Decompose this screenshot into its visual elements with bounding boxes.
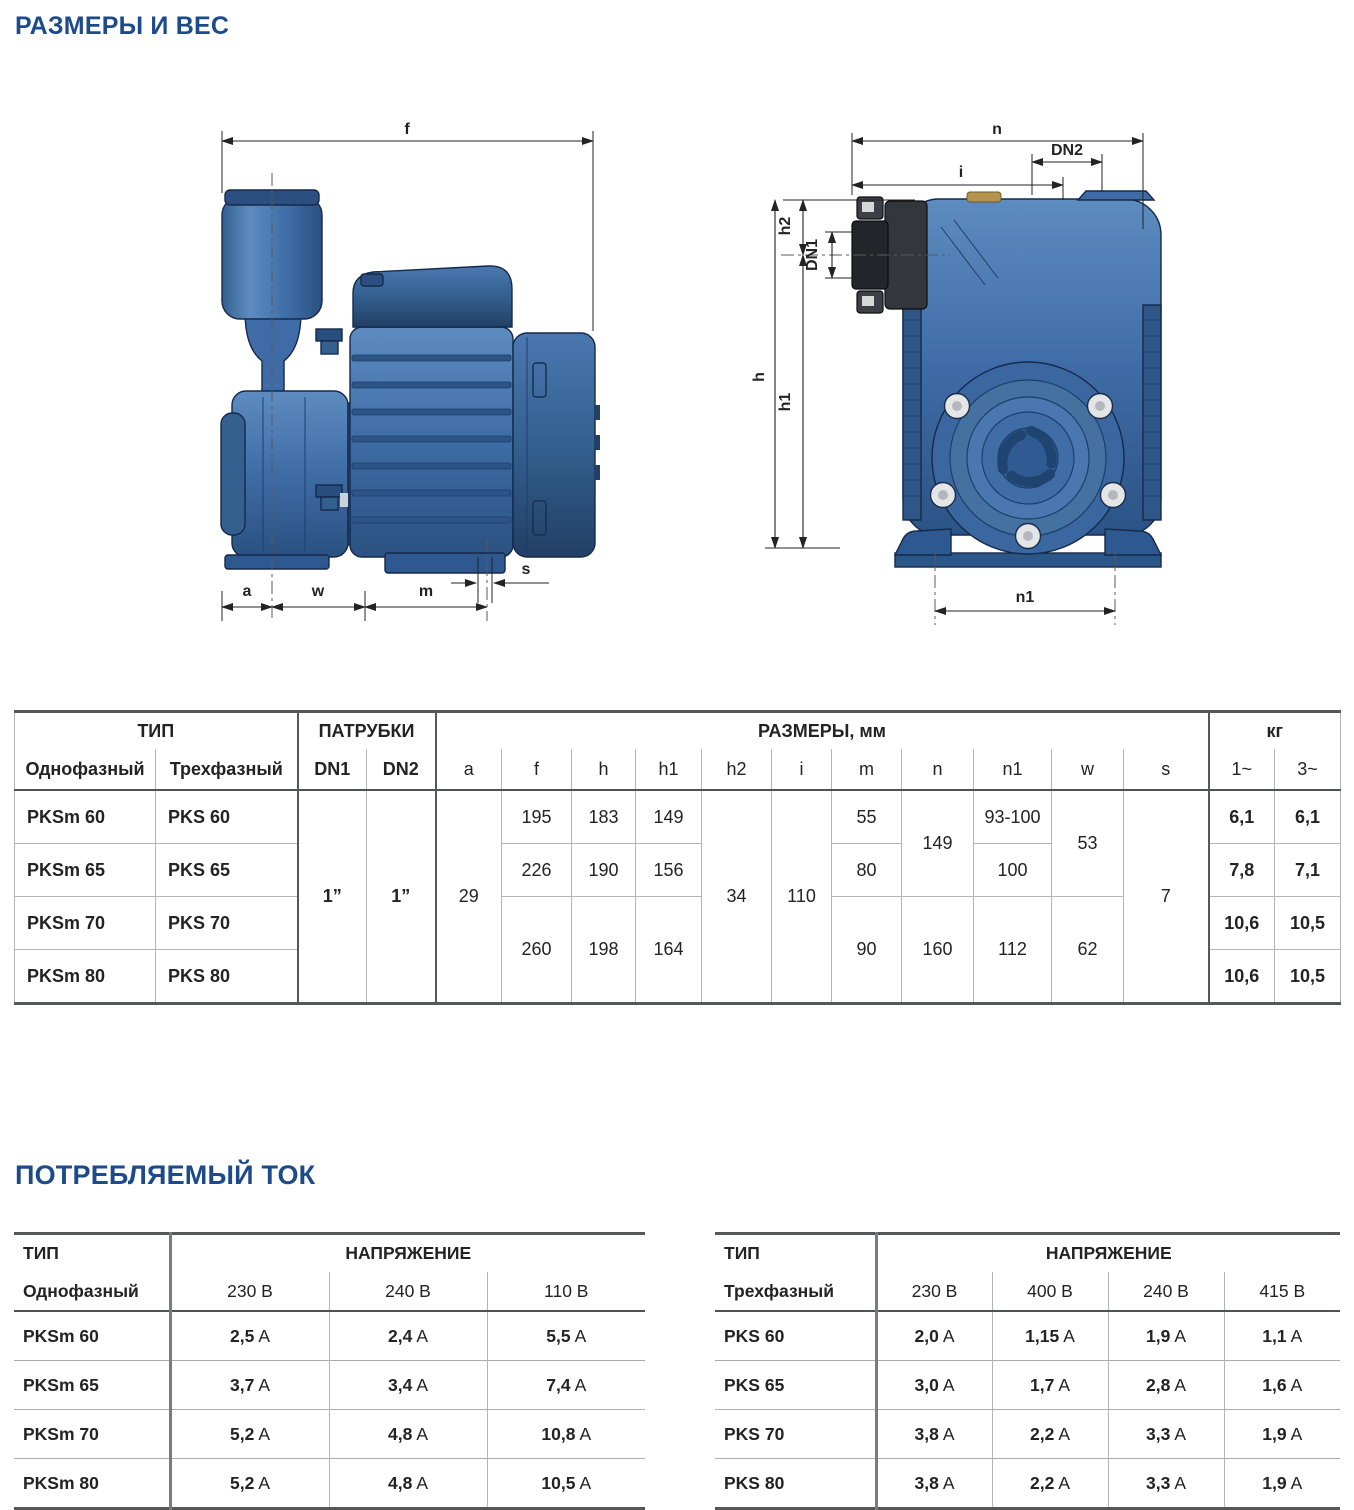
row-label: PKSm 60 <box>15 790 156 844</box>
group-header-ports: ПАТРУБКИ <box>298 712 436 750</box>
value-cell: 29 <box>436 790 502 1004</box>
dim-label-dn2: DN2 <box>1050 142 1084 159</box>
value-cell: 3,3 A <box>1108 1410 1224 1459</box>
row-label: PKS 80 <box>156 950 298 1004</box>
value-cell: 80 <box>832 844 902 897</box>
dim-label-a: a <box>242 583 252 600</box>
three-phase-current-table <box>715 1232 1340 1510</box>
col-header-voltage: 230 В <box>170 1272 329 1311</box>
value-cell: 1,1 A <box>1224 1311 1340 1361</box>
col-header-n: n <box>902 749 974 790</box>
col-header-phase: Трехфазный <box>724 1280 834 1301</box>
value-cell: 149 <box>636 790 702 844</box>
value-cell: 156 <box>636 844 702 897</box>
pump-casing <box>232 391 348 557</box>
tank-neck <box>245 311 301 397</box>
col-header-voltage: 415 В <box>1224 1272 1340 1311</box>
value-cell: 10,5 <box>1275 950 1341 1004</box>
single-phase-current-table <box>14 1232 645 1510</box>
col-header-1ph-weight: 1~ <box>1209 749 1275 790</box>
group-header-weight: кг <box>1209 712 1341 750</box>
group-header-voltage: НАПРЯЖЕНИЕ <box>170 1234 645 1273</box>
dim-label-n1: n1 <box>1015 589 1035 606</box>
value-cell: 110 <box>772 790 832 1004</box>
table-row <box>14 1410 645 1459</box>
col-header-s: s <box>1124 749 1209 790</box>
value-cell: 1,7 A <box>992 1361 1108 1410</box>
col-header-n1: n1 <box>974 749 1052 790</box>
row-label: PKS 60 <box>156 790 298 844</box>
dim-label-dn1: DN1 <box>804 238 821 272</box>
value-cell: 100 <box>974 844 1052 897</box>
col-header-a: a <box>436 749 502 790</box>
value-cell: 190 <box>572 844 636 897</box>
section-title-current: ПОТРЕБЛЯЕМЫЙ ТОК <box>15 1160 316 1190</box>
value-cell: 3,7 A <box>170 1361 329 1410</box>
table-row <box>715 1459 1340 1509</box>
table-row <box>715 1410 1340 1459</box>
table-row <box>715 1361 1340 1410</box>
group-header-dimensions: РАЗМЕРЫ, мм <box>436 712 1209 750</box>
col-header-single-phase: Однофазный <box>25 758 145 779</box>
value-cell: 4,8 A <box>329 1459 487 1509</box>
value-cell: 149 <box>902 790 974 897</box>
left-foot <box>895 529 951 555</box>
value-cell: 195 <box>502 790 572 844</box>
value-cell: 3,0 A <box>876 1361 992 1410</box>
value-cell: 1,15 A <box>992 1311 1108 1361</box>
dim-label-s: s <box>521 561 531 578</box>
value-cell: 5,5 A <box>487 1311 645 1361</box>
pump-side-view-drawing <box>185 105 665 665</box>
value-cell: 7,4 A <box>487 1361 645 1410</box>
value-cell: 1” <box>298 790 367 1004</box>
row-label: PKS 65 <box>156 844 298 897</box>
row-label: PKS 70 <box>156 897 298 950</box>
col-header-voltage: 110 В <box>487 1272 645 1311</box>
col-header-h: h <box>572 749 636 790</box>
pump-front-body <box>852 191 1161 567</box>
row-label: PKSm 65 <box>15 844 156 897</box>
dim-label-h2: h2 <box>777 216 794 236</box>
table-row <box>14 1361 645 1410</box>
dim-label-h: h <box>751 372 768 382</box>
value-cell: 2,4 A <box>329 1311 487 1361</box>
value-cell: 3,8 A <box>876 1459 992 1509</box>
right-foot <box>1105 529 1161 555</box>
value-cell: 10,5 A <box>487 1459 645 1509</box>
col-header-type: ТИП <box>23 1243 59 1263</box>
value-cell: 7,1 <box>1275 844 1341 897</box>
row-label: PKS 70 <box>715 1410 876 1459</box>
dim-label-n: n <box>992 121 1002 138</box>
value-cell: 226 <box>502 844 572 897</box>
value-cell: 1,9 A <box>1108 1311 1224 1361</box>
value-cell: 53 <box>1052 790 1124 897</box>
col-header-three-phase: Трехфазный <box>156 749 298 790</box>
value-cell: 55 <box>832 790 902 844</box>
value-cell: 160 <box>902 897 974 1004</box>
col-header-dn1: DN1 <box>298 749 367 790</box>
value-cell: 7 <box>1124 790 1209 1004</box>
value-cell: 10,6 <box>1209 897 1275 950</box>
col-header-h2: h2 <box>702 749 772 790</box>
table-row <box>15 790 1341 844</box>
row-label: PKSm 65 <box>14 1361 170 1410</box>
value-cell: 1,6 A <box>1224 1361 1340 1410</box>
suction-flange <box>221 413 245 535</box>
value-cell: 3,4 A <box>329 1361 487 1410</box>
dim-label-h1: h1 <box>777 392 794 412</box>
value-cell: 183 <box>572 790 636 844</box>
value-cell: 10,6 <box>1209 950 1275 1004</box>
value-cell: 2,0 A <box>876 1311 992 1361</box>
value-cell: 4,8 A <box>329 1410 487 1459</box>
section-title-dimensions: РАЗМЕРЫ И ВЕС <box>15 12 230 40</box>
col-header-h1: h1 <box>636 749 702 790</box>
col-header-dn2: DN2 <box>367 749 436 790</box>
row-label: PKSm 60 <box>14 1311 170 1361</box>
dim-label-i: i <box>958 164 964 181</box>
row-label: PKS 65 <box>715 1361 876 1410</box>
group-header-voltage: НАПРЯЖЕНИЕ <box>876 1234 1340 1273</box>
pump-side-body <box>221 190 600 573</box>
dim-label-m: m <box>418 583 434 600</box>
value-cell: 90 <box>832 897 902 1004</box>
value-cell: 164 <box>636 897 702 1004</box>
col-header-type: ТИП <box>724 1243 760 1263</box>
row-label: PKSm 80 <box>15 950 156 1004</box>
col-header-voltage: 240 В <box>1108 1272 1224 1311</box>
value-cell: 3,8 A <box>876 1410 992 1459</box>
value-cell: 5,2 A <box>170 1410 329 1459</box>
value-cell: 7,8 <box>1209 844 1275 897</box>
pump-front-view-drawing <box>745 105 1205 665</box>
row-label: PKSm 70 <box>14 1410 170 1459</box>
value-cell: 2,2 A <box>992 1459 1108 1509</box>
value-cell: 1,9 A <box>1224 1459 1340 1509</box>
casing-foot <box>225 555 329 569</box>
col-header-voltage: 240 В <box>329 1272 487 1311</box>
col-header-f: f <box>502 749 572 790</box>
value-cell: 112 <box>974 897 1052 1004</box>
dimensions-weight-table <box>14 710 1341 1005</box>
value-cell: 2,8 A <box>1108 1361 1224 1410</box>
value-cell: 10,8 A <box>487 1410 645 1459</box>
col-header-m: m <box>832 749 902 790</box>
row-label: PKS 80 <box>715 1459 876 1509</box>
value-cell: 93-100 <box>974 790 1052 844</box>
value-cell: 62 <box>1052 897 1124 1004</box>
col-header-voltage: 400 В <box>992 1272 1108 1311</box>
fan-cover <box>513 333 595 557</box>
table-row <box>715 1311 1340 1361</box>
col-header-w: w <box>1052 749 1124 790</box>
value-cell: 5,2 A <box>170 1459 329 1509</box>
value-cell: 2,2 A <box>992 1410 1108 1459</box>
value-cell: 34 <box>702 790 772 1004</box>
value-cell: 1,9 A <box>1224 1410 1340 1459</box>
value-cell: 2,5 A <box>170 1311 329 1361</box>
table-row <box>14 1311 645 1361</box>
row-label: PKS 60 <box>715 1311 876 1361</box>
value-cell: 198 <box>572 897 636 1004</box>
value-cell: 6,1 <box>1275 790 1341 844</box>
row-label: PKSm 80 <box>14 1459 170 1509</box>
col-header-3ph-weight: 3~ <box>1275 749 1341 790</box>
value-cell: 10,5 <box>1275 897 1341 950</box>
pump-face <box>931 362 1126 554</box>
dim-label-f: f <box>404 121 410 138</box>
value-cell: 6,1 <box>1209 790 1275 844</box>
brass-plug <box>967 192 1001 202</box>
value-cell: 260 <box>502 897 572 1004</box>
col-header-i: i <box>772 749 832 790</box>
group-header-type: ТИП <box>137 720 175 741</box>
row-label: PKSm 70 <box>15 897 156 950</box>
dim-label-w: w <box>311 583 325 600</box>
value-cell: 3,3 A <box>1108 1459 1224 1509</box>
table-row <box>14 1459 645 1509</box>
value-cell: 1” <box>367 790 436 1004</box>
col-header-voltage: 230 В <box>876 1272 992 1311</box>
col-header-phase: Однофазный <box>23 1280 139 1301</box>
